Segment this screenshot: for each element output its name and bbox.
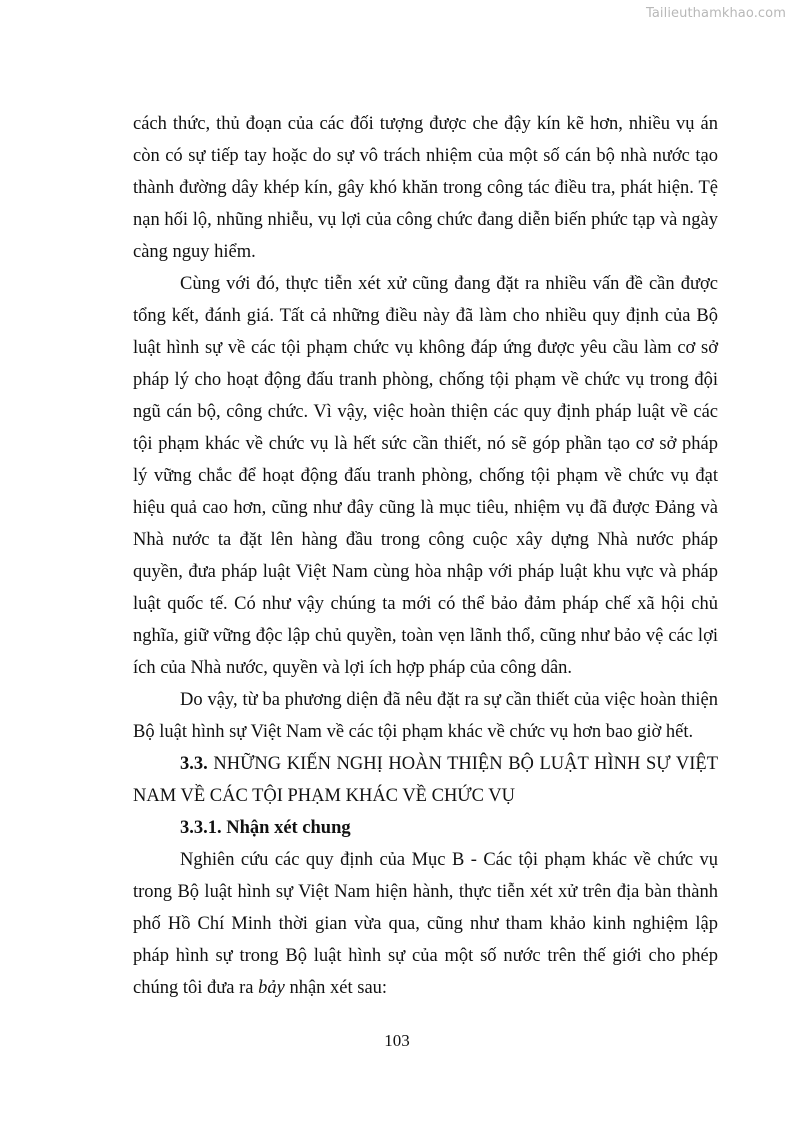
page-number: 103	[384, 1031, 410, 1050]
subsection-heading: 3.3.1. Nhận xét chung	[180, 818, 351, 838]
section-number: 3.3.	[180, 754, 208, 774]
page-body	[133, 108, 718, 1004]
paragraph-4	[133, 844, 718, 1004]
watermark: Tailieuthamkhao.com	[645, 6, 786, 21]
paragraph-3: Do vậy, từ ba phương diện đã nêu đặt ra sự cần thiết của việc hoàn thiện Bộ luật hình sự Việt Nam về các tội phạm khác về chức vụ hơn bao giờ hết.	[133, 690, 718, 742]
paragraph-1: cách thức, thủ đoạn của các đối tượng được che đậy kín kẽ hơn, nhiều vụ án còn có sự tiếp tay hoặc do sự vô trách nhiệm của một số cán bộ nhà nước tạo thành đường dây khép kín, gây khó khăn trong công tác điều tra, phát hiện. Tệ nạn hối lộ, nhũng nhiễu, vụ lợi của công chức đang diễn biến phức tạp và ngày càng nguy hiểm.	[133, 114, 718, 262]
section-title: NHỮNG KIẾN NGHỊ HOÀN THIỆN BỘ LUẬT HÌNH SỰ VIỆT NAM VỀ CÁC TỘI PHẠM KHÁC VỀ CHỨC VỤ	[133, 754, 718, 806]
paragraph-4-text: Nghiên cứu các quy định của Mục B - Các tội phạm khác về chức vụ trong Bộ luật hình sự Việt Nam hiện hành, thực tiễn xét xử trên địa bàn thành phố Hồ Chí Minh thời gian vừa qua, cũng như tham khảo kinh nghiệm lập pháp hình sự trong Bộ luật hình sự của một số nước trên thế giới cho phép chúng tôi đưa ra	[133, 850, 718, 998]
paragraph-4-tail: nhận xét sau:	[284, 978, 388, 998]
section-heading	[133, 748, 718, 812]
paragraph-4-emphasis: bảy	[258, 978, 285, 998]
paragraph-2: Cùng với đó, thực tiễn xét xử cũng đang đặt ra nhiều vấn đề cần được tổng kết, đánh giá. Tất cả những điều này đã làm cho nhiều quy định của Bộ luật hình sự về các tội phạm chức vụ không đáp ứng được yêu cầu làm cơ sở pháp lý cho hoạt động đấu tranh phòng, chống tội phạm về chức vụ trong đội ngũ cán bộ, công chức. Vì vậy, việc hoàn thiện các quy định pháp luật về các tội phạm khác về chức vụ là hết sức cần thiết, nó sẽ góp phần tạo cơ sở pháp lý vững chắc để hoạt động đấu tranh phòng, chống tội phạm về chức vụ đạt hiệu quả cao hơn, cũng như đây cũng là mục tiêu, nhiệm vụ đã được Đảng và Nhà nước ta đặt lên hàng đầu trong công cuộc xây dựng Nhà nước pháp quyền, đưa pháp luật Việt Nam cùng hòa nhập với pháp luật khu vực và pháp luật quốc tế. Có như vậy chúng ta mới có thể bảo đảm pháp chế xã hội chủ nghĩa, giữ vững độc lập chủ quyền, toàn vẹn lãnh thổ, cũng như bảo vệ các lợi ích của Nhà nước, quyền và lợi ích hợp pháp của công dân.	[133, 274, 718, 678]
